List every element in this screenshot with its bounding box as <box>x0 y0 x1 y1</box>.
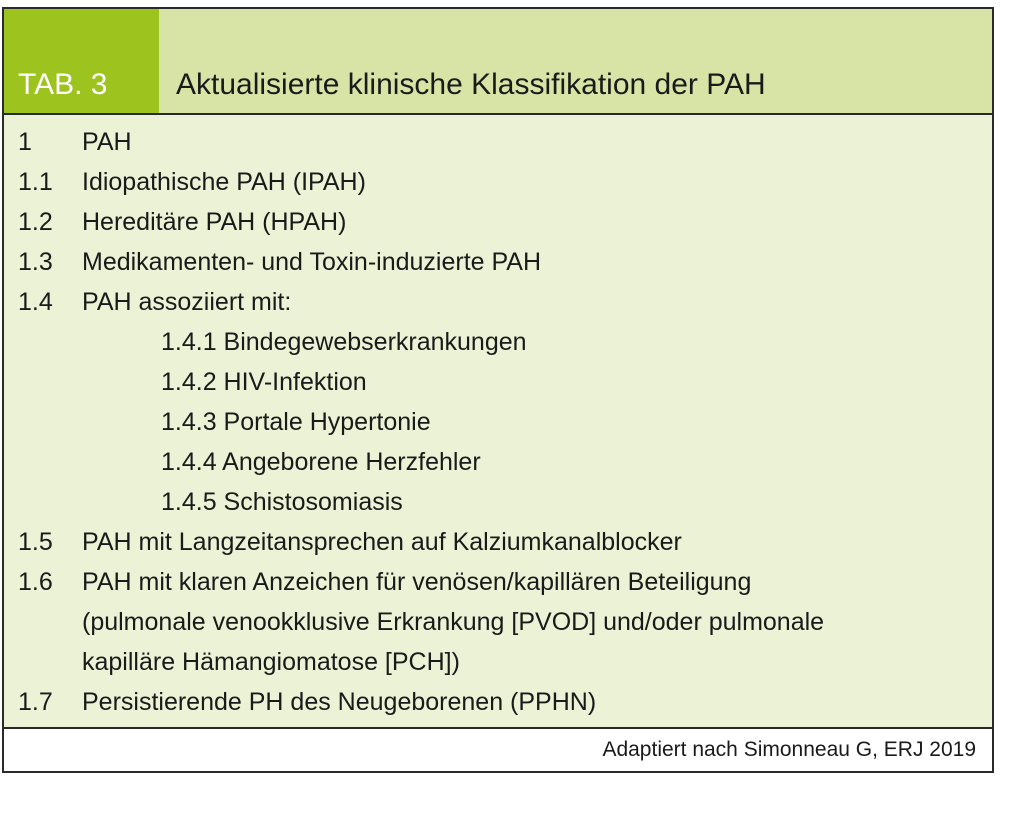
table-row <box>4 163 992 201</box>
row-number: 1.3 <box>18 248 53 276</box>
row-number: 1.1 <box>18 168 53 196</box>
row-text: PAH mit Langzeitansprechen auf Kalziumkanalblocker <box>82 528 682 556</box>
table-body <box>4 115 992 729</box>
subrow-text: 1.4.4 Angeborene Herzfehler <box>161 448 481 476</box>
row-text: PAH mit klaren Anzeichen für venösen/kapillären Beteiligung <box>82 568 752 596</box>
table-row <box>4 123 992 161</box>
table-subrow <box>4 483 992 521</box>
row-text: Persistierende PH des Neugeborenen (PPHN) <box>82 688 597 716</box>
table-row <box>4 203 992 241</box>
row-text-continuation: (pulmonale venookklusive Erkrankung [PVOD] und/oder pulmonale <box>82 608 825 636</box>
table-title: Aktualisierte klinische Klassifikation der PAH <box>176 68 766 101</box>
table-row-continuation <box>4 643 992 681</box>
table-row <box>4 523 992 561</box>
row-text: PAH assoziiert mit: <box>82 288 292 316</box>
row-number: 1.2 <box>18 208 53 236</box>
subrow-text: 1.4.1 Bindegewebserkrankungen <box>161 328 527 356</box>
row-text: Hereditäre PAH (HPAH) <box>82 208 347 236</box>
row-text: Idiopathische PAH (IPAH) <box>82 168 366 196</box>
source-citation: Adaptiert nach Simonneau G, ERJ 2019 <box>602 738 976 761</box>
row-text: Medikamenten- und Toxin-induzierte PAH <box>82 248 542 276</box>
table-row-continuation <box>4 603 992 641</box>
subrow-text: 1.4.5 Schistosomiasis <box>161 488 403 516</box>
table-header <box>4 9 992 115</box>
table-subrow <box>4 323 992 361</box>
row-number: 1 <box>18 128 32 156</box>
table-row <box>4 563 992 601</box>
table-subrow <box>4 443 992 481</box>
table-row <box>4 243 992 281</box>
row-number: 1.7 <box>18 688 53 716</box>
row-number: 1.5 <box>18 528 53 556</box>
table-subrow <box>4 363 992 401</box>
row-number: 1.6 <box>18 568 53 596</box>
subrow-text: 1.4.2 HIV-Infektion <box>161 368 367 396</box>
row-number: 1.4 <box>18 288 53 316</box>
table-row <box>4 283 992 321</box>
subrow-text: 1.4.3 Portale Hypertonie <box>161 408 431 436</box>
table-row <box>4 683 992 721</box>
classification-table <box>2 7 994 773</box>
row-text-continuation: kapilläre Hämangiomatose [PCH]) <box>82 648 460 676</box>
row-text: PAH <box>82 128 132 156</box>
table-footer <box>4 729 992 771</box>
table-number-label: TAB. 3 <box>4 9 159 113</box>
table-subrow <box>4 403 992 441</box>
